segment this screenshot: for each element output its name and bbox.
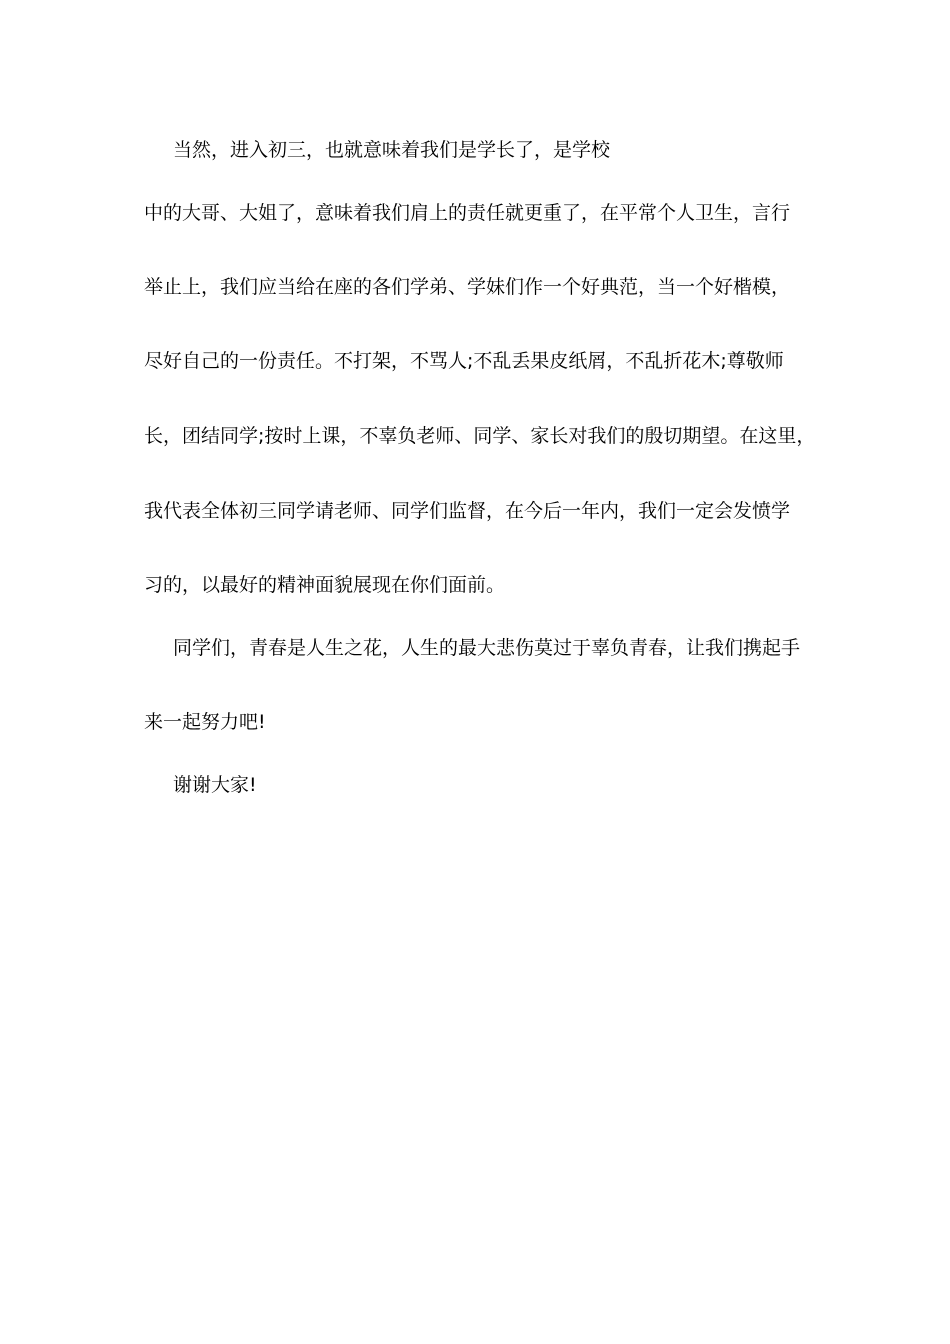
- paragraph-1-line-6: 我代表全体初三同学请老师、同学们监督，在今后一年内，我们一定会发愤学: [144, 500, 791, 522]
- paragraph-1-line-5: 长，团结同学;按时上课，不辜负老师、同学、家长对我们的殷切期望。在这里，: [144, 425, 816, 447]
- paragraph-2-line-2: 来一起努力吧!: [144, 711, 266, 733]
- paragraph-1-line-3: 举止上，我们应当给在座的各们学弟、学妹们作一个好典范，当一个好楷模，: [144, 276, 791, 298]
- paragraph-1-line-7: 习的，以最好的精神面貌展现在你们面前。: [144, 574, 506, 596]
- paragraph-1-line-2: 中的大哥、大姐了，意味着我们肩上的责任就更重了，在平常个人卫生，言行: [144, 202, 791, 224]
- paragraph-2-line-1: 同学们，青春是人生之花，人生的最大悲伤莫过于辜负青春，让我们携起手: [173, 637, 801, 659]
- closing-line: 谢谢大家!: [173, 774, 257, 796]
- paragraph-1-line-4: 尽好自己的一份责任。不打架，不骂人;不乱丢果皮纸屑，不乱折花木;尊敬师: [144, 350, 784, 372]
- paragraph-1-line-1: 当然，进入初三，也就意味着我们是学长了，是学校: [173, 139, 611, 161]
